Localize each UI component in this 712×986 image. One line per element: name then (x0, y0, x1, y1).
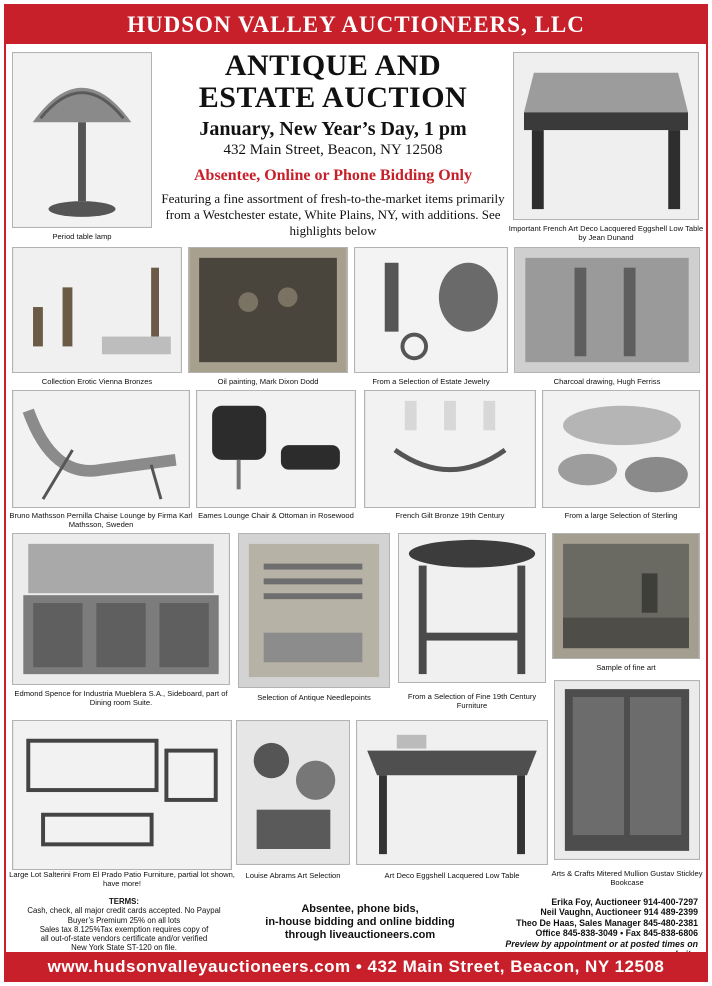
lot-photo (196, 390, 356, 508)
lot-caption: From a Selection of Fine 19th Century Furniture (407, 692, 537, 710)
lounge-chair-icon (197, 391, 355, 507)
lot-estate-jewelry[interactable] (354, 247, 508, 387)
lot-photo (364, 390, 536, 508)
round-table-icon (399, 534, 545, 682)
lot-eggshell-low-table[interactable] (356, 720, 548, 890)
auction-address: 432 Main Street, Beacon, NY 12508 (223, 142, 443, 158)
lot-caption: From a large Selection of Sterling (564, 511, 678, 520)
lot-caption: Edmond Spence for Industria Mueblera S.A., Sideboard, part of Dining room Suite. (14, 689, 228, 707)
silver-tray-icon (543, 391, 699, 507)
contact-block (470, 897, 698, 959)
bronzes-icon (13, 248, 181, 372)
abstract-art-icon (237, 721, 349, 864)
table-lamp-icon (13, 53, 151, 227)
terms-title: TERMS: (109, 897, 139, 906)
lot-photo (188, 247, 348, 373)
lot-photo (554, 680, 700, 860)
auction-headline (158, 50, 508, 239)
lot-salterini-patio[interactable] (9, 720, 235, 890)
title-line-1: ANTIQUE AND (224, 49, 442, 82)
lot-sterling[interactable] (542, 390, 700, 530)
patio-furniture-icon (13, 721, 231, 869)
lot-eames-lounge[interactable] (196, 390, 356, 530)
lot-photo (356, 720, 548, 865)
lot-caption: Period table lamp (52, 232, 112, 241)
lot-photo (12, 52, 152, 228)
title-line-2: ESTATE AUCTION (198, 81, 468, 114)
terms-line: Cash, check, all major credit cards accepted. No Paypal (27, 906, 221, 916)
lot-caption: Oil painting, Mark Dixon Dodd (217, 377, 319, 386)
lot-photo (552, 533, 700, 659)
lot-photo (238, 533, 390, 688)
lot-photo (236, 720, 350, 865)
bidding-note-line: Absentee, phone bids, (301, 903, 419, 915)
bookcase-icon (555, 681, 699, 859)
lot-caption: Charcoal drawing, Hugh Ferriss (553, 377, 661, 386)
lot-table-lamp[interactable] (12, 52, 152, 244)
lot-caption: Large Lot Salterini From El Prado Patio Furniture, partial lot shown, have more! (9, 870, 235, 888)
terms-line: Sales tax 8.125%Tax exemption requires copy of (39, 924, 209, 934)
contact-line: Office 845-838-3049 • Fax 845-838-6806 (535, 928, 698, 939)
footer-banner (6, 952, 706, 982)
contact-line: Theo De Haas, Sales Manager 845-480-2381 (516, 917, 698, 928)
lot-fine-art-sample[interactable] (552, 533, 700, 673)
lot-photo (12, 720, 232, 870)
lot-vienna-bronzes[interactable] (12, 247, 182, 387)
lot-stickley-bookcase[interactable] (551, 680, 703, 890)
lot-french-gilt-bronze[interactable] (364, 390, 536, 530)
jewelry-icon (355, 248, 507, 372)
lot-photo (514, 247, 700, 373)
sideboard-icon (13, 534, 229, 684)
painting-icon (189, 248, 347, 372)
lot-photo (398, 533, 546, 683)
lot-photo (542, 390, 700, 508)
candelabra-icon (365, 391, 535, 507)
terms-line: New York State ST-120 on file. (71, 943, 177, 953)
lot-caption: Art Deco Eggshell Lacquered Low Table (384, 871, 520, 880)
preview-note: Preview by appointment or at posted times on (505, 938, 698, 949)
lot-caption: Eames Lounge Chair & Ottoman in Rosewood (198, 511, 354, 520)
lot-mathsson-chaise[interactable] (9, 390, 193, 530)
terms-line: Buyer’s Premium 25% on all lots (67, 915, 181, 925)
lot-photo (12, 247, 182, 373)
bidding-note (240, 903, 480, 942)
lot-needlepoints[interactable] (238, 533, 390, 715)
lot-louise-abrams[interactable] (236, 720, 350, 890)
bidding-type: Absentee, Online or Phone Bidding Only (194, 167, 472, 184)
lacquer-table-icon (357, 721, 547, 864)
lot-photo (513, 52, 699, 220)
lot-caption: French Gilt Bronze 19th Century (395, 511, 505, 520)
header-banner (6, 6, 706, 44)
company-name: HUDSON VALLEY AUCTIONEERS, LLC (127, 12, 585, 37)
landscape-painting-icon (553, 534, 699, 658)
bidding-note-line: through liveauctioneers.com (284, 929, 436, 941)
lot-caption: Collection Erotic Vienna Bronzes (41, 377, 153, 386)
terms-block (10, 897, 238, 953)
lot-deco-low-table[interactable] (508, 52, 704, 244)
website-link[interactable]: www.hudsonvalleyauctioneers.com • 432 Main Street, Beacon, NY 12508 (47, 957, 665, 976)
lot-caption: Bruno Mathsson Pernilla Chaise Lounge by Firma Karl Mathsson, Sweden (9, 511, 193, 529)
terms-line: all out-of-state vendors certificate and/or verified (40, 934, 208, 944)
lot-caption: From a Selection of Estate Jewelry (372, 377, 490, 386)
lot-photo (12, 533, 230, 685)
auction-description: Featuring a fine assortment of fresh-to-the-market items primarily from a Westchester estate, White Plains, NY, with additions. See highlights below (161, 191, 505, 238)
bidding-note-line: in-house bidding and online bidding (265, 916, 455, 928)
sampler-icon (239, 534, 389, 687)
drawing-icon (515, 248, 699, 372)
lot-charcoal-ferriss[interactable] (514, 247, 700, 387)
low-table-icon (514, 53, 698, 219)
chaise-lounge-icon (13, 391, 189, 507)
lot-19th-century-furniture[interactable] (398, 533, 546, 715)
lot-caption: Louise Abrams Art Selection (245, 871, 341, 880)
lot-caption: Arts & Crafts Mitered Mullion Gustav Stickley Bookcase (551, 869, 703, 887)
lot-caption: Important French Art Deco Lacquered Eggshell Low Table by Jean Dunand (508, 224, 704, 242)
contact-line: Erika Foy, Auctioneer 914-400-7297 (551, 897, 698, 907)
contact-line: Neil Vaughn, Auctioneer 914 489-2399 (540, 907, 698, 918)
auction-date: January, New Year’s Day, 1 pm (199, 118, 467, 140)
lot-oil-painting-dodd[interactable] (188, 247, 348, 387)
lot-caption: Selection of Antique Needlepoints (257, 693, 371, 702)
lot-caption: Sample of fine art (596, 663, 656, 672)
lot-photo (12, 390, 190, 508)
lot-spence-sideboard[interactable] (12, 533, 230, 715)
lot-photo (354, 247, 508, 373)
